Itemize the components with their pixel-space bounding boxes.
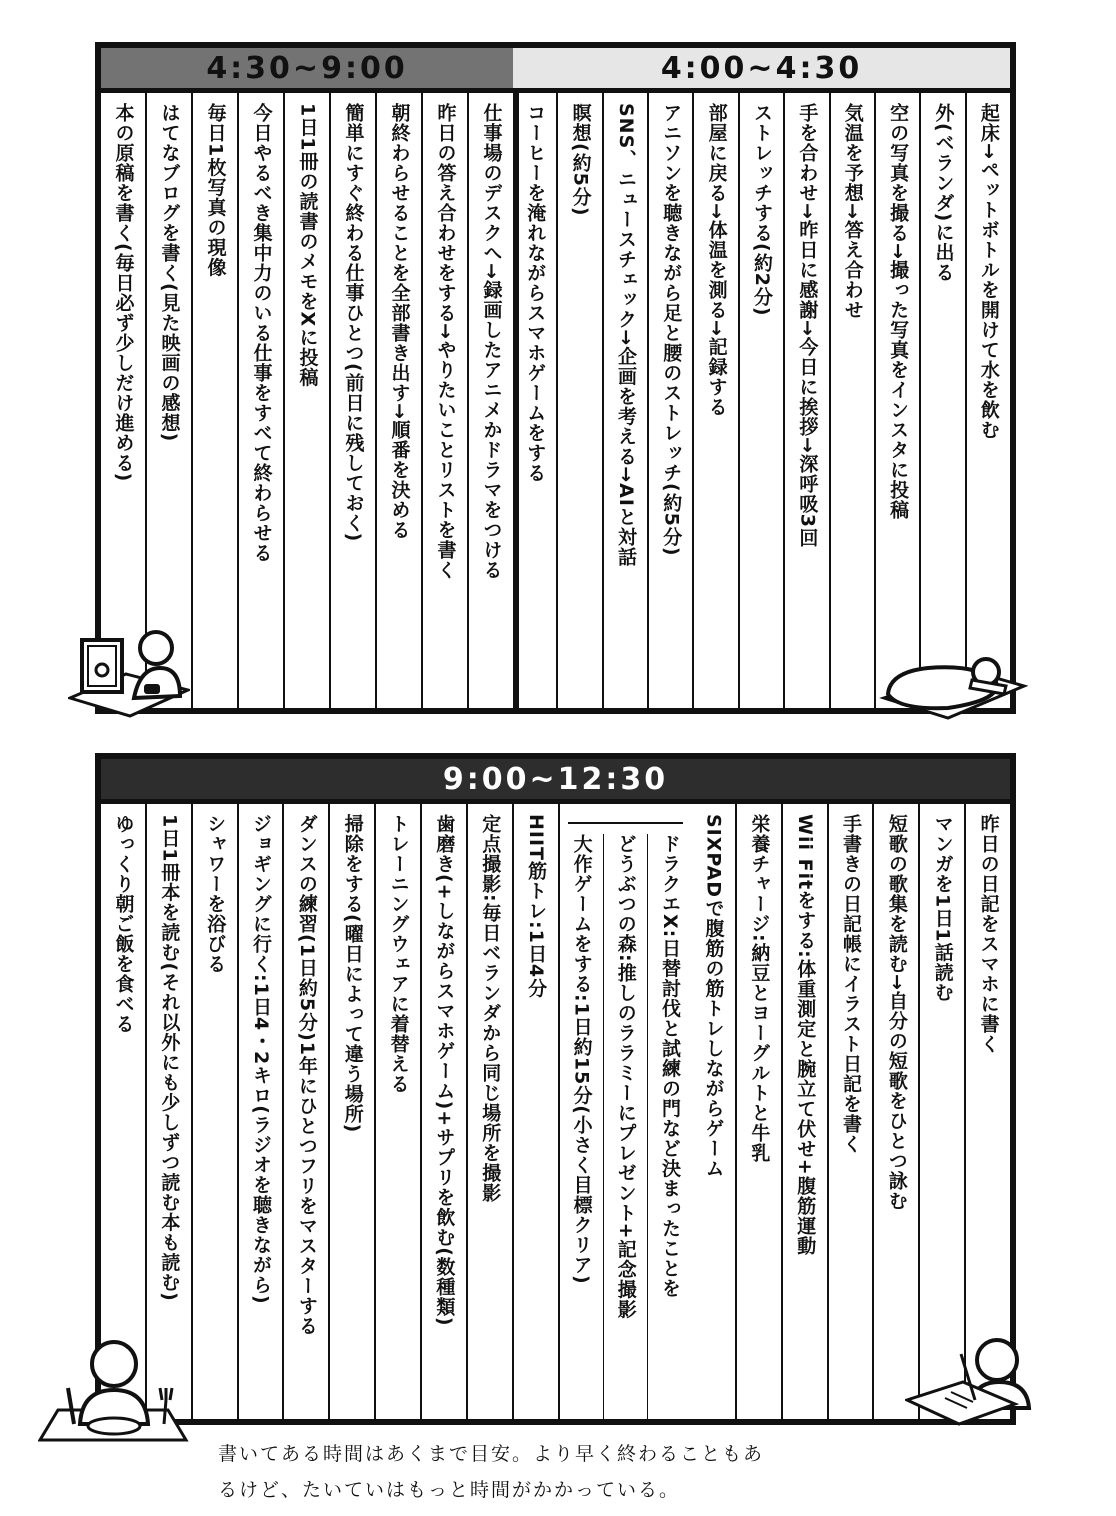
task-text: ドラクエX:日替討伐と試練の門など決まったことを [658,834,681,1299]
task-text: 仕事場のデスクへ→録画したアニメかドラマをつける [480,103,503,580]
task-column [919,93,964,708]
task-column [829,93,874,708]
subtask-column [603,834,647,1419]
task-text: 昨日の答え合わせをする→やりたいことリストを書く [434,103,457,580]
task-column [282,804,328,1419]
task-column [783,93,828,708]
task-text: 大作ゲームをする:1日約15分(小さく目標クリア) [570,834,593,1285]
task-column [191,93,237,708]
task-text: コーヒーを淹れながらスマホゲームをする [524,103,547,483]
task-column [329,93,375,708]
task-text: HIIT筋トレ:1日4分 [525,814,548,999]
task-text: シャワーを浴びる [204,814,227,974]
task-column [556,93,601,708]
task-column [466,804,512,1419]
section-900-1230 [101,759,1010,1419]
task-text: 空の写真を撮る→撮った写真をインスタに投稿 [887,103,910,520]
task-text: 今日やるべき集中力のいる仕事をすべて終わらせる [250,103,273,563]
task-text: どうぶつの森:推しのララミーにプレゼント+記念撮影 [614,834,637,1320]
task-column [692,93,737,708]
task-text: ゆっくり朝ご飯を食べる [112,814,135,1034]
morning-schedule-board [95,42,1016,714]
task-column [328,804,374,1419]
task-text: 歯磨き(+しながらスマホゲーム)+サプリを飲む(数種類) [433,814,456,1327]
task-text: ジョギングに行く:1日4・2キロ(ラジオを聴きながら) [250,814,273,1305]
task-text: 簡単にすぐ終わる仕事ひとつ(前日に残しておく) [342,103,365,543]
subtask-column [560,834,603,1419]
task-column [735,804,781,1419]
task-column [101,804,145,1419]
task-column [874,93,919,708]
footnote-line: るけど、たいていはもっと時間がかかっている。 [218,1479,681,1501]
task-text: はてなブログを書く(見た映画の感想) [158,103,181,443]
task-text: トレーニングウェアに着替える [387,814,410,1094]
task-text: 短歌の歌集を読む→自分の短歌をひとつ詠む [885,814,908,1211]
task-column [602,93,647,708]
task-column [827,804,873,1419]
task-column [283,93,329,708]
task-column [421,93,467,708]
task-text: アニソンを聴きながら足と腰のストレッチ(約5分) [660,103,683,557]
task-column [101,93,145,708]
task-column [237,804,283,1419]
section-430-900 [101,48,513,708]
task-text: 毎日1枚写真の現像 [204,103,227,278]
footnote-line: 書いてある時間はあくまで目安。より早く終わることもあ [218,1443,765,1465]
task-text: 定点撮影:毎日ベランダから同じ場所を撮影 [479,814,502,1203]
task-text: 掃除をする(曜日によって違う場所) [341,814,364,1134]
section-title-400-430: 4:00~4:30 [513,48,1010,93]
sixpad-game-group [558,804,735,1419]
game-subtasks [560,804,692,1419]
section-title-900-1230: 9:00~12:30 [101,759,1010,804]
task-text: SNS、ニュースチェック→企画を考える→AIと対話 [614,103,637,567]
task-text: ストレッチする(約2分) [751,103,774,317]
task-column [420,804,466,1419]
task-column [375,93,421,708]
task-text: 本の原稿を書く(毎日必ず少しだけ進める) [112,103,135,483]
task-column [647,93,692,708]
task-text: 部屋に戻る→体温を測る→記録する [705,103,728,417]
task-text: 起床→ペットボトルを開けて水を飲む [977,103,1000,440]
footnote [218,1436,858,1508]
sixpad-head-column [691,804,735,1419]
task-column [918,804,964,1419]
desk-computer-icon [68,626,190,718]
subtask-columns [560,834,692,1419]
task-column [145,804,191,1419]
task-text: SIXPADで腹筋の筋トレしながらゲーム [702,814,725,1179]
task-column [467,93,513,708]
task-column [374,804,420,1419]
task-column [965,93,1010,708]
task-columns [101,93,513,708]
task-column [781,804,827,1419]
task-text: 手書きの日記帳にイラスト日記を書く [840,814,863,1154]
eating-breakfast-icon [38,1338,190,1442]
task-column [513,93,556,708]
section-title-430-900: 4:30~9:00 [101,48,513,93]
subtask-bracket-line [568,822,684,824]
section-400-430 [513,48,1010,708]
writing-diary-icon [905,1338,1035,1428]
task-text: 気温を予想→答え合わせ [841,103,864,320]
task-column [512,804,558,1419]
task-text: 昨日の日記をスマホに書く [977,814,1000,1054]
task-column [738,93,783,708]
task-text: 栄養チャージ:納豆とヨーグルトと牛乳 [748,814,771,1163]
sleeping-in-bed-icon [878,650,1028,720]
task-text: 瞑想(約5分) [569,103,592,217]
task-column [145,93,191,708]
task-column [964,804,1010,1419]
task-column [237,93,283,708]
task-text: 1日1冊本を読む(それ以外にも少しずつ読む本も読む) [158,814,181,1302]
subtask-column [647,834,691,1419]
task-column [872,804,918,1419]
task-columns [101,804,1010,1419]
task-columns [513,93,1010,708]
late-morning-schedule-board [95,753,1016,1425]
task-text: 朝終わらせることを全部書き出す→順番を決める [388,103,411,540]
task-text: 外(ベランダ)に出る [932,103,955,283]
task-text: マンガを1日1話読む [931,814,954,1003]
task-text: Wii Fitをする:体重測定と腕立て伏せ+腹筋運動 [794,814,817,1256]
task-column [191,804,237,1419]
task-text: ダンスの練習(1日約5分)1年にひとつフリをマスターする [295,814,318,1337]
task-text: 手を合わせ→昨日に感謝→今日に挨拶→深呼吸3回 [796,103,819,548]
task-text: 1日1冊の読書のメモをXに投稿 [296,103,319,388]
